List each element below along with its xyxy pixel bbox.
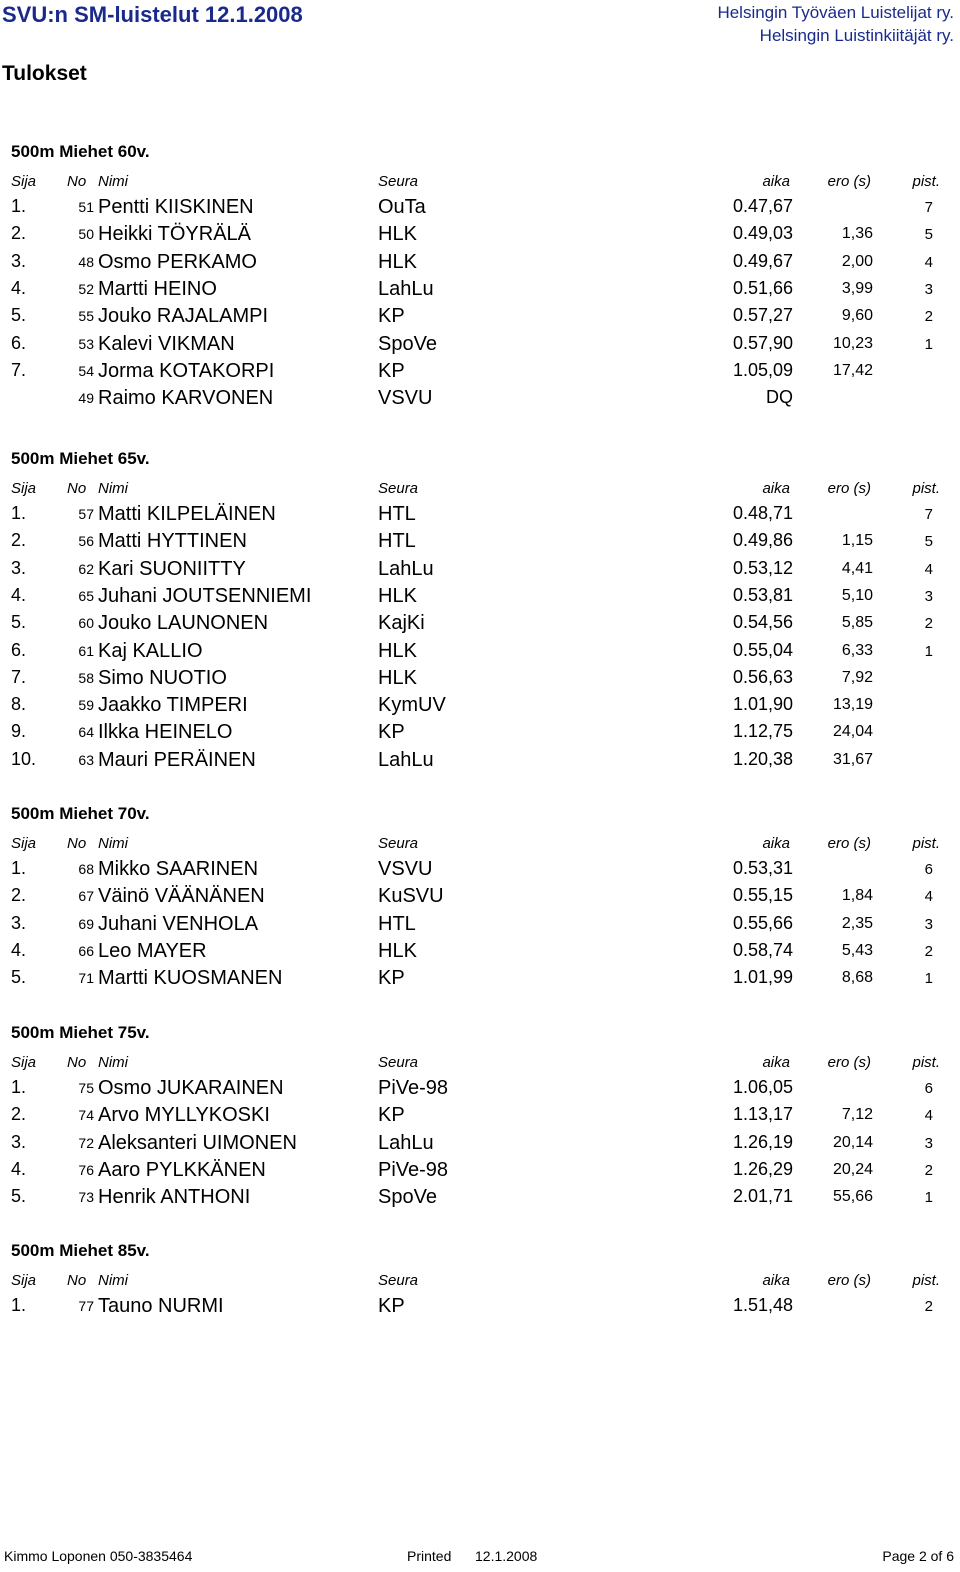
cell-nimi: Kari SUONIITTY: [98, 557, 246, 580]
cell-ero: 2,35: [841, 914, 873, 932]
cell-aika: 0.55,04: [732, 639, 793, 660]
cell-aika: 1.26,29: [732, 1158, 793, 1179]
cell-aika: 1.01,90: [732, 694, 793, 715]
cell-nimi: Martti HEINO: [98, 277, 217, 300]
cell-no: 68: [78, 861, 94, 877]
cell-aika: 1.20,38: [732, 748, 793, 769]
table-row: [0, 251, 960, 278]
cell-ero: 4,41: [841, 559, 873, 577]
column-header-pist: pist.: [912, 835, 940, 852]
cell-aika: 1.01,99: [732, 967, 793, 988]
column-header-sija: Sija: [11, 1054, 37, 1071]
cell-aika: 0.47,67: [732, 196, 793, 216]
table-row: [0, 940, 960, 967]
cell-no: 73: [78, 1189, 94, 1206]
table-row: [0, 503, 960, 530]
cell-aika: 1.06,05: [732, 1077, 793, 1097]
cell-seura: HLK: [378, 666, 417, 689]
footer-printed-date: 12.1.2008: [475, 1548, 538, 1564]
cell-no: 61: [78, 642, 94, 659]
cell-no: 63: [78, 751, 94, 768]
table-row: [0, 196, 960, 223]
cell-sija: 8.: [11, 694, 27, 715]
cell-sija: 2.: [11, 530, 27, 551]
cell-nimi: Leo MAYER: [98, 939, 207, 962]
cell-seura: LahLu: [378, 557, 434, 580]
cell-seura: KP: [378, 721, 405, 744]
column-header-aika: aika: [762, 835, 790, 852]
cell-nimi: Juhani JOUTSENNIEMI: [98, 584, 312, 607]
cell-seura: KP: [378, 359, 405, 382]
cell-pist: 1: [924, 970, 933, 988]
cell-seura: LahLu: [378, 748, 434, 771]
cell-ero: 5,10: [841, 586, 873, 604]
cell-ero: 1,15: [841, 532, 873, 550]
table-row: [0, 640, 960, 667]
table-row: [0, 1132, 960, 1159]
cell-nimi: Juhani VENHOLA: [98, 912, 259, 935]
cell-pist: 2: [924, 615, 933, 633]
cell-ero: 24,04: [832, 723, 873, 741]
cell-ero: 20,24: [832, 1160, 873, 1178]
cell-aika: 1.05,09: [732, 359, 793, 380]
cell-pist: 2: [924, 308, 933, 326]
cell-no: 71: [78, 970, 94, 987]
cell-seura: KajKi: [378, 612, 425, 635]
cell-no: 59: [78, 697, 94, 714]
cell-seura: PiVe-98: [378, 1077, 449, 1099]
cell-seura: KuSVU: [378, 885, 444, 908]
cell-sija: 7.: [11, 359, 27, 380]
organizer-line-1: Helsingin Työväen Luistelijat ry.: [717, 3, 954, 22]
column-header-sija: Sija: [11, 1272, 37, 1289]
cell-seura: LahLu: [378, 1131, 434, 1154]
cell-aika: 0.56,63: [732, 666, 793, 687]
cell-sija: 2.: [11, 223, 27, 244]
organizer-line-2: Helsingin Luistinkiitäjät ry.: [759, 26, 954, 45]
cell-no: 77: [78, 1298, 94, 1314]
cell-ero: 1,84: [841, 887, 873, 905]
table-row: [0, 1159, 960, 1186]
cell-aika: 0.49,86: [732, 530, 793, 551]
cell-sija: 9.: [11, 721, 27, 742]
cell-nimi: Kalevi VIKMAN: [98, 332, 235, 355]
column-header-seura: Seura: [378, 1054, 419, 1071]
column-header-aika: aika: [762, 1272, 790, 1289]
column-header-aika: aika: [762, 480, 790, 497]
column-header-ero: ero (s): [827, 1054, 871, 1071]
cell-no: 56: [78, 533, 94, 550]
cell-nimi: Kaj KALLIO: [98, 639, 203, 662]
cell-pist: 7: [924, 506, 933, 523]
column-header-nimi: Nimi: [98, 835, 128, 852]
cell-nimi: Martti KUOSMANEN: [98, 967, 283, 990]
cell-pist: 1: [924, 642, 933, 660]
table-row: [0, 585, 960, 612]
cell-seura: HTL: [378, 530, 416, 553]
cell-seura: VSVU: [378, 387, 433, 410]
cell-nimi: Jaakko TIMPERI: [98, 694, 248, 717]
cell-nimi: Simo NUOTIO: [98, 666, 227, 689]
cell-sija: 5.: [11, 1186, 27, 1207]
cell-no: 57: [78, 506, 94, 522]
cell-aika: 1.13,17: [732, 1104, 793, 1125]
cell-seura: KymUV: [378, 694, 446, 717]
cell-sija: 4.: [11, 277, 27, 298]
cell-aika: 0.55,15: [732, 885, 793, 906]
cell-no: 48: [78, 253, 94, 270]
column-header-sija: Sija: [11, 173, 37, 190]
column-header-aika: aika: [762, 173, 790, 190]
cell-ero: 7,12: [841, 1106, 873, 1124]
table-row: [0, 1104, 960, 1131]
column-header-nimi: Nimi: [98, 1272, 128, 1289]
table-row: [0, 858, 960, 885]
cell-nimi: Aleksanteri UIMONEN: [98, 1131, 297, 1154]
cell-sija: 3.: [11, 557, 27, 578]
column-header-nimi: Nimi: [98, 173, 128, 190]
column-header-pist: pist.: [912, 173, 940, 190]
cell-nimi: Raimo KARVONEN: [98, 387, 274, 410]
cell-ero: 2,00: [841, 252, 873, 270]
table-row: [0, 721, 960, 748]
cell-aika: 0.49,03: [732, 223, 793, 244]
table-row: [0, 223, 960, 250]
cell-aika: 0.49,67: [732, 250, 793, 271]
cell-nimi: Ilkka HEINELO: [98, 721, 233, 744]
cell-ero: 3,99: [841, 279, 873, 297]
cell-no: 72: [78, 1134, 94, 1151]
cell-sija: 5.: [11, 612, 27, 633]
table-row: [0, 1077, 960, 1104]
column-header-no: No: [67, 1054, 87, 1071]
section-title: 500m Miehet 85v.: [11, 1241, 150, 1260]
cell-pist: 3: [924, 280, 933, 298]
cell-sija: 7.: [11, 666, 27, 687]
cell-no: 64: [78, 724, 94, 741]
results-heading: Tulokset: [2, 62, 87, 85]
cell-pist: 3: [924, 1134, 933, 1152]
cell-seura: KP: [378, 1104, 405, 1127]
column-header-seura: Seura: [378, 835, 419, 852]
cell-seura: PiVe-98: [378, 1158, 449, 1181]
cell-ero: 1,36: [841, 225, 873, 243]
cell-pist: 3: [924, 915, 933, 933]
cell-nimi: Mauri PERÄINEN: [98, 748, 256, 771]
cell-seura: HLK: [378, 223, 417, 246]
cell-seura: KP: [378, 305, 405, 328]
cell-seura: HTL: [378, 912, 416, 935]
table-row: [0, 1186, 960, 1213]
cell-nimi: Pentti KIISKINEN: [98, 196, 254, 218]
cell-aika: 0.53,31: [732, 858, 793, 878]
cell-pist: 6: [924, 1080, 933, 1097]
cell-nimi: Jouko LAUNONEN: [98, 612, 269, 635]
cell-seura: OuTa: [378, 196, 426, 218]
cell-seura: KP: [378, 1295, 405, 1317]
cell-sija: 1.: [11, 1077, 27, 1097]
cell-sija: 2.: [11, 1104, 27, 1125]
cell-nimi: Jorma KOTAKORPI: [98, 359, 275, 382]
table-row: [0, 530, 960, 557]
cell-sija: 4.: [11, 1158, 27, 1179]
section-title: 500m Miehet 70v.: [11, 804, 150, 823]
table-row: [0, 612, 960, 639]
cell-aika: 1.26,19: [732, 1131, 793, 1152]
footer-printed-label: Printed: [407, 1548, 452, 1564]
section-title: 500m Miehet 65v.: [11, 449, 150, 468]
cell-nimi: Tauno NURMI: [98, 1295, 224, 1317]
cell-nimi: Väinö VÄÄNÄNEN: [98, 885, 265, 908]
cell-ero: 8,68: [841, 969, 873, 987]
cell-ero: 5,43: [841, 941, 873, 959]
column-header-pist: pist.: [912, 1054, 940, 1071]
cell-pist: 4: [924, 1107, 933, 1125]
cell-ero: 20,14: [832, 1133, 873, 1151]
cell-no: 74: [78, 1107, 94, 1124]
column-header-pist: pist.: [912, 1272, 940, 1289]
cell-sija: 5.: [11, 967, 27, 988]
column-header-seura: Seura: [378, 1272, 419, 1289]
cell-sija: 1.: [11, 503, 27, 523]
cell-aika: 1.12,75: [732, 721, 793, 742]
cell-no: 52: [78, 280, 94, 297]
cell-no: 67: [78, 888, 94, 905]
cell-ero: 55,66: [832, 1188, 873, 1206]
cell-pist: 1: [924, 1189, 933, 1207]
column-header-ero: ero (s): [827, 1272, 871, 1289]
cell-nimi: Osmo PERKAMO: [98, 250, 257, 273]
cell-seura: SpoVe: [378, 1186, 437, 1209]
cell-sija: 6.: [11, 639, 27, 660]
table-row: [0, 967, 960, 994]
cell-nimi: Matti HYTTINEN: [98, 530, 247, 553]
column-header-sija: Sija: [11, 480, 37, 497]
cell-seura: SpoVe: [378, 332, 437, 355]
document-title: SVU:n SM-luistelut 12.1.2008: [2, 2, 303, 27]
column-header-seura: Seura: [378, 480, 419, 497]
cell-aika: 0.58,74: [732, 939, 793, 960]
section-title: 500m Miehet 60v.: [11, 142, 150, 161]
column-header-no: No: [67, 173, 87, 190]
cell-sija: 3.: [11, 250, 27, 271]
cell-no: 60: [78, 615, 94, 632]
cell-no: 53: [78, 335, 94, 352]
cell-seura: HLK: [378, 584, 417, 607]
column-header-no: No: [67, 1272, 87, 1289]
cell-nimi: Arvo MYLLYKOSKI: [98, 1104, 270, 1127]
cell-aika: DQ: [766, 387, 793, 408]
cell-aika: 1.51,48: [732, 1295, 793, 1315]
column-header-ero: ero (s): [827, 173, 871, 190]
cell-aika: 0.57,27: [732, 305, 793, 326]
table-row: [0, 913, 960, 940]
cell-pist: 1: [924, 335, 933, 353]
cell-sija: 10.: [11, 748, 37, 769]
cell-seura: HLK: [378, 939, 417, 962]
table-row: [0, 694, 960, 721]
cell-nimi: Jouko RAJALAMPI: [98, 305, 269, 328]
cell-seura: HLK: [378, 639, 417, 662]
cell-sija: 1.: [11, 858, 27, 878]
cell-pist: 6: [924, 861, 933, 878]
cell-pist: 7: [924, 199, 933, 216]
cell-ero: 17,42: [832, 361, 873, 379]
cell-ero: 7,92: [841, 668, 873, 686]
cell-pist: 3: [924, 587, 933, 605]
cell-ero: 13,19: [832, 696, 873, 714]
cell-aika: 0.51,66: [732, 277, 793, 298]
cell-nimi: Matti KILPELÄINEN: [98, 503, 276, 525]
cell-sija: 6.: [11, 332, 27, 353]
table-row: [0, 558, 960, 585]
table-row: [0, 278, 960, 305]
column-header-seura: Seura: [378, 173, 419, 190]
cell-no: 65: [78, 587, 94, 604]
table-row: [0, 387, 960, 414]
column-header-ero: ero (s): [827, 835, 871, 852]
cell-sija: 4.: [11, 584, 27, 605]
cell-seura: KP: [378, 967, 405, 990]
table-row: [0, 333, 960, 360]
cell-no: 75: [78, 1080, 94, 1096]
cell-pist: 4: [924, 888, 933, 906]
cell-sija: 4.: [11, 939, 27, 960]
cell-ero: 6,33: [841, 641, 873, 659]
cell-sija: 3.: [11, 1131, 27, 1152]
cell-no: 50: [78, 226, 94, 243]
table-row: [0, 667, 960, 694]
cell-sija: 1.: [11, 1295, 27, 1315]
cell-pist: 2: [924, 1298, 933, 1315]
cell-aika: 0.53,12: [732, 557, 793, 578]
cell-aika: 0.57,90: [732, 332, 793, 353]
cell-nimi: Henrik ANTHONI: [98, 1186, 251, 1209]
table-row: [0, 885, 960, 912]
cell-no: 49: [78, 390, 94, 407]
table-row: [0, 305, 960, 332]
cell-nimi: Mikko SAARINEN: [98, 858, 259, 880]
footer-page-number: Page 2 of 6: [882, 1548, 954, 1564]
column-header-nimi: Nimi: [98, 480, 128, 497]
cell-no: 58: [78, 669, 94, 686]
cell-aika: 0.55,66: [732, 912, 793, 933]
cell-nimi: Osmo JUKARAINEN: [98, 1077, 284, 1099]
cell-ero: 9,60: [841, 307, 873, 325]
cell-aika: 2.01,71: [732, 1186, 793, 1207]
cell-pist: 2: [924, 942, 933, 960]
column-header-no: No: [67, 835, 87, 852]
cell-ero: 10,23: [832, 334, 873, 352]
column-header-no: No: [67, 480, 87, 497]
cell-pist: 2: [924, 1161, 933, 1179]
cell-seura: LahLu: [378, 277, 434, 300]
cell-no: 66: [78, 942, 94, 959]
table-row: [0, 749, 960, 776]
cell-sija: 2.: [11, 885, 27, 906]
column-header-ero: ero (s): [827, 480, 871, 497]
column-header-aika: aika: [762, 1054, 790, 1071]
table-row: [0, 1295, 960, 1322]
section-title: 500m Miehet 75v.: [11, 1023, 150, 1042]
cell-aika: 0.54,56: [732, 612, 793, 633]
cell-seura: HTL: [378, 503, 416, 525]
cell-sija: 5.: [11, 305, 27, 326]
cell-seura: HLK: [378, 250, 417, 273]
cell-no: 76: [78, 1161, 94, 1178]
cell-no: 62: [78, 560, 94, 577]
column-header-sija: Sija: [11, 835, 37, 852]
cell-pist: 5: [924, 533, 933, 551]
cell-sija: 1.: [11, 196, 27, 216]
table-row: [0, 360, 960, 387]
cell-no: 69: [78, 915, 94, 932]
cell-aika: 0.48,71: [732, 503, 793, 523]
cell-seura: VSVU: [378, 858, 433, 880]
footer-author: Kimmo Loponen 050-3835464: [4, 1548, 193, 1564]
cell-nimi: Aaro PYLKKÄNEN: [98, 1158, 266, 1181]
column-header-nimi: Nimi: [98, 1054, 128, 1071]
cell-sija: 3.: [11, 912, 27, 933]
cell-ero: 5,85: [841, 614, 873, 632]
cell-pist: 4: [924, 253, 933, 271]
cell-pist: 5: [924, 226, 933, 244]
column-header-pist: pist.: [912, 480, 940, 497]
cell-pist: 4: [924, 560, 933, 578]
cell-ero: 31,67: [832, 750, 873, 768]
cell-no: 54: [78, 362, 94, 379]
cell-no: 55: [78, 308, 94, 325]
cell-aika: 0.53,81: [732, 584, 793, 605]
cell-nimi: Heikki TÖYRÄLÄ: [98, 223, 252, 246]
cell-no: 51: [78, 199, 94, 215]
